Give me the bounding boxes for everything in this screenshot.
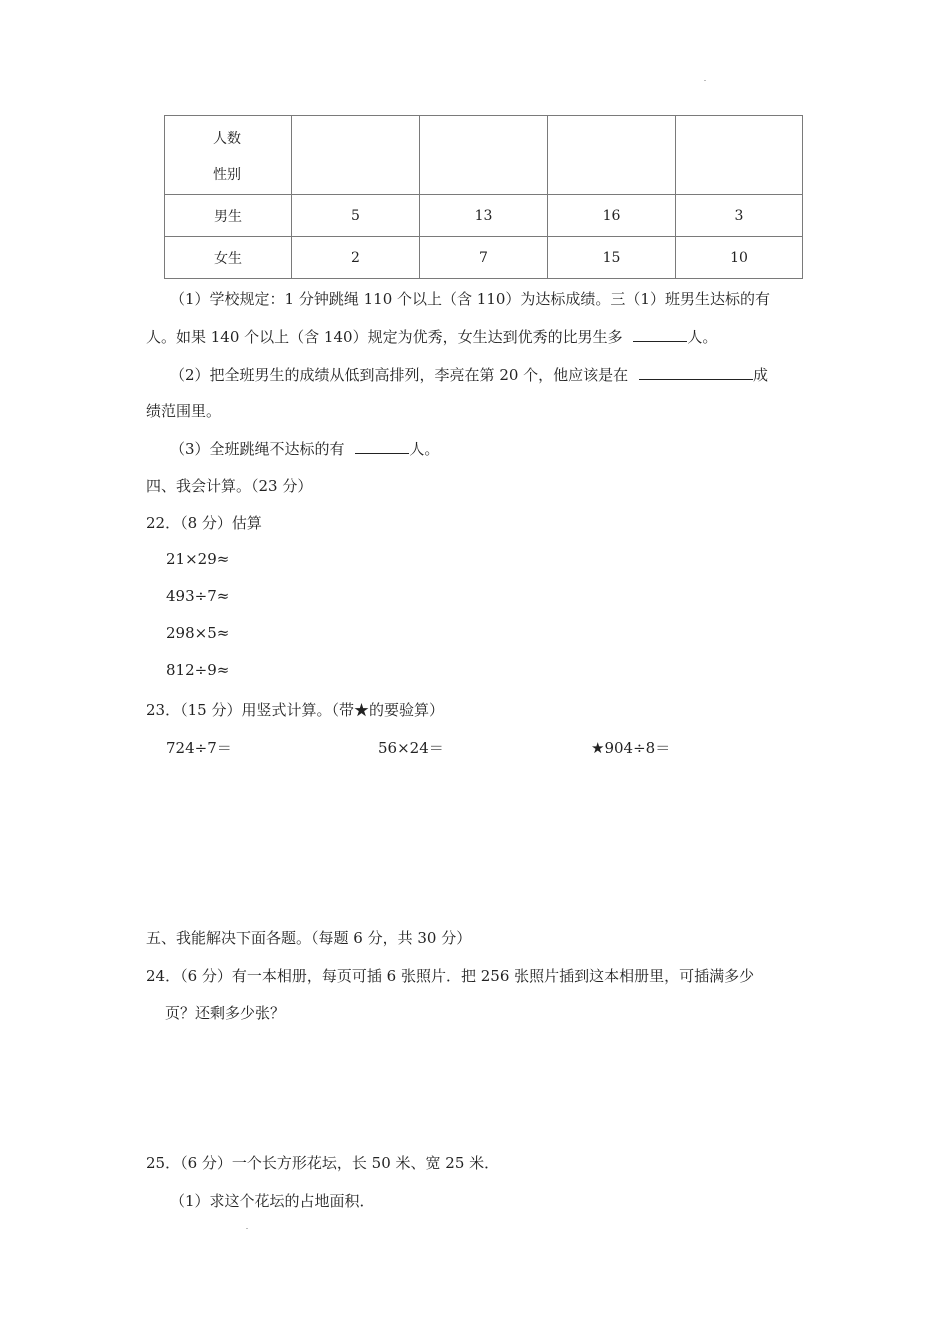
answer-blank[interactable] bbox=[633, 326, 687, 342]
vertical-calc-item: 56×24＝ bbox=[378, 739, 444, 757]
q21-part1-unit: 人。 bbox=[687, 328, 718, 346]
table-cell: 2 bbox=[292, 237, 420, 279]
vertical-calc-item: ★904÷8＝ bbox=[591, 739, 671, 757]
answer-blank[interactable] bbox=[639, 364, 753, 380]
diagonal-header-cell bbox=[165, 116, 292, 195]
table-cell: 16 bbox=[548, 195, 676, 237]
scan-speck bbox=[246, 1228, 248, 1229]
q21-part1-line1: （1）学校规定：1 分钟跳绳 110 个以上（含 110）为达标成绩。三（1）班男生达标的有 bbox=[170, 290, 770, 308]
q21-part1-line2 bbox=[146, 326, 717, 347]
q21-part3-text: （3）全班跳绳不达标的有 bbox=[170, 440, 345, 458]
table-cell: 3 bbox=[676, 195, 803, 237]
q24-line2: 页？还剩多少张？ bbox=[165, 1004, 286, 1022]
q21-part2-line2: 绩范围里。 bbox=[146, 402, 222, 420]
header-gender-label: 性别 bbox=[213, 167, 241, 183]
q23-title: 23．（15 分）用竖式计算。（带★的要验算） bbox=[146, 701, 444, 719]
q21-part1-text: 人。如果 140 个以上（含 140）规定为优秀，女生达到优秀的比男生多 bbox=[146, 328, 623, 346]
q21-part2-suffix: 成 bbox=[752, 366, 768, 384]
table-cell: 10 bbox=[676, 237, 803, 279]
q22-title: 22．（8 分）估算 bbox=[146, 514, 262, 532]
table-cell: 7 bbox=[420, 237, 548, 279]
section5-title: 五、我能解决下面各题。（每题 6 分，共 30 分） bbox=[146, 929, 472, 947]
row-label-girls: 女生 bbox=[165, 237, 292, 279]
table-cell: 5 bbox=[292, 195, 420, 237]
q21-part3-unit: 人。 bbox=[409, 440, 440, 458]
range-header-cell bbox=[548, 116, 676, 195]
scan-speck bbox=[704, 80, 706, 81]
estimate-item: 298×5≈ bbox=[166, 624, 230, 642]
table-cell: 15 bbox=[548, 237, 676, 279]
jump-rope-score-table bbox=[164, 115, 803, 279]
answer-blank[interactable] bbox=[355, 438, 409, 454]
estimate-item: 812÷9≈ bbox=[166, 661, 230, 679]
range-header-cell bbox=[420, 116, 548, 195]
table-row-girls bbox=[165, 237, 803, 279]
header-count-label: 人数 bbox=[213, 131, 241, 147]
range-header-cell bbox=[676, 116, 803, 195]
section4-title: 四、我会计算。（23 分） bbox=[146, 477, 313, 495]
range-header-cell bbox=[292, 116, 420, 195]
table-cell: 13 bbox=[420, 195, 548, 237]
row-label-boys: 男生 bbox=[165, 195, 292, 237]
q24-line1: 24．（6 分）有一本相册，每页可插 6 张照片．把 256 张照片插到这本相册里，可插满多少 bbox=[146, 967, 755, 985]
estimate-item: 493÷7≈ bbox=[166, 587, 230, 605]
q21-part2-text: （2）把全班男生的成绩从低到高排列，李亮在第 20 个，他应该是在 bbox=[170, 366, 629, 384]
table-row-boys bbox=[165, 195, 803, 237]
estimate-item: 21×29≈ bbox=[166, 550, 230, 568]
q25-part1: （1）求这个花坛的占地面积． bbox=[170, 1192, 375, 1210]
q21-part3 bbox=[170, 438, 439, 459]
q25-title: 25．（6 分）一个长方形花坛，长 50 米、宽 25 米． bbox=[146, 1154, 500, 1172]
q21-part2-line1 bbox=[170, 364, 768, 385]
vertical-calc-item: 724÷7＝ bbox=[166, 739, 232, 757]
table-header-row bbox=[165, 116, 803, 195]
